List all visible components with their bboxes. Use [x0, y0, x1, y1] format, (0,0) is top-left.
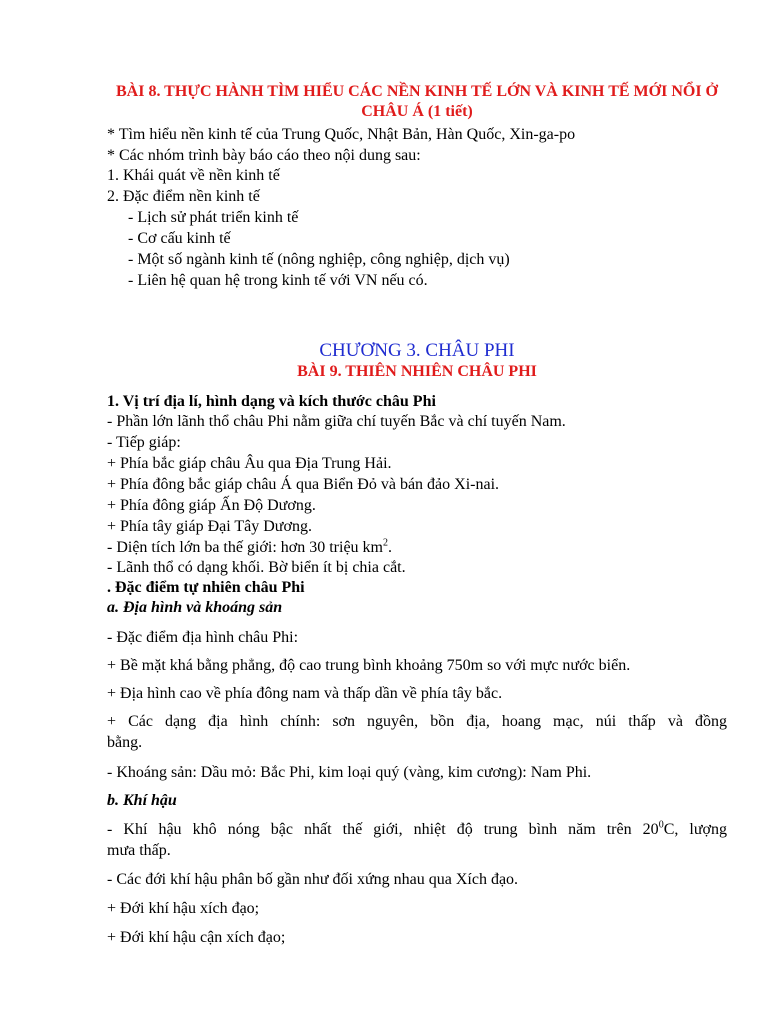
- climate-line-2: mưa thấp.: [107, 842, 171, 859]
- climate-text: - Khí hậu khô nóng bậc nhất thế giới, nhiệt độ trung bình năm trên 20: [107, 821, 659, 838]
- area-text: - Diện tích lớn ba thế giới: hơn 30 triệu km: [107, 539, 383, 556]
- section1-line: - Phần lớn lãnh thổ châu Phi nằm giữa chí tuyến Bắc và chí tuyến Nam.: [107, 413, 566, 430]
- lesson8-subline: - Lịch sử phát triển kinh tế: [128, 209, 299, 226]
- section1-line: + Phía tây giáp Đại Tây Dương.: [107, 518, 312, 535]
- lesson8-line: * Tìm hiểu nền kinh tế của Trung Quốc, Nhật Bản, Hàn Quốc, Xin-ga-po: [107, 126, 576, 143]
- chapter-title: CHƯƠNG 3. CHÂU PHI: [319, 340, 515, 361]
- section1-line: + Phía đông bắc giáp châu Á qua Biển Đỏ và bán đảo Xi-nai.: [107, 476, 500, 493]
- climate-line: [107, 820, 727, 840]
- terrain-forms-line: + Các dạng địa hình chính: sơn nguyên, bồn địa, hoang mạc, núi thấp và đồng: [107, 713, 727, 730]
- section1-line: - Tiếp giáp:: [107, 434, 181, 451]
- subsection-b-heading: b. Khí hậu: [107, 792, 177, 809]
- shape-line: - Lãnh thổ có dạng khối. Bờ biển ít bị chia cắt.: [107, 559, 406, 576]
- climate-zone-line: + Đới khí hậu xích đạo;: [107, 900, 260, 917]
- lesson8-subline: - Liên hệ quan hệ trong kinh tế với VN nếu có.: [128, 272, 428, 289]
- lesson8-subline: - Cơ cấu kinh tế: [128, 230, 231, 247]
- subsection-a-heading: a. Địa hình và khoáng sản: [107, 599, 283, 616]
- lesson9-title: BÀI 9. THIÊN NHIÊN CHÂU PHI: [297, 363, 537, 380]
- terrain-line: + Bề mặt khá bằng phẳng, độ cao trung bình khoảng 750m so với mực nước biển.: [107, 657, 631, 674]
- minerals-line: - Khoáng sản: Dầu mỏ: Bắc Phi, kim loại quý (vàng, kim cương): Nam Phi.: [107, 764, 592, 781]
- climate-line: - Các đới khí hậu phân bố gần như đối xứng nhau qua Xích đạo.: [107, 871, 519, 888]
- terrain-line: - Đặc điểm địa hình châu Phi:: [107, 629, 299, 646]
- section1-line: + Phía đông giáp Ấn Độ Dương.: [107, 497, 316, 514]
- section1-line: + Phía bắc giáp châu Âu qua Địa Trung Hải.: [107, 455, 392, 472]
- climate-text-end: C, lượng: [663, 821, 728, 838]
- lesson8-line: 1. Khái quát về nền kinh tế: [107, 167, 280, 184]
- section1-heading: 1. Vị trí địa lí, hình dạng và kích thước châu Phi: [107, 393, 436, 410]
- lesson8-line: * Các nhóm trình bày báo cáo theo nội dung sau:: [107, 147, 421, 164]
- area-end: .: [388, 539, 392, 556]
- lesson8-subline: - Một số ngành kinh tế (nông nghiệp, công nghiệp, dịch vụ): [128, 251, 510, 268]
- degree-superscript: 0: [658, 819, 664, 831]
- lesson8-line: 2. Đặc điểm nền kinh tế: [107, 188, 260, 205]
- area-line: [107, 538, 392, 558]
- climate-zone-line: + Đới khí hậu cận xích đạo;: [107, 929, 286, 946]
- area-superscript: 2: [383, 537, 388, 549]
- terrain-line: + Địa hình cao về phía đông nam và thấp dần về phía tây bắc.: [107, 685, 503, 702]
- lesson8-title: BÀI 8. THỰC HÀNH TÌM HIỂU CÁC NỀN KINH TẾ LỚN VÀ KINH TẾ MỚI NỔI Ở CHÂU Á (1 tiết): [115, 83, 718, 120]
- section2-heading: . Đặc điểm tự nhiên châu Phi: [107, 579, 305, 596]
- terrain-forms-line-2: bằng.: [107, 734, 143, 751]
